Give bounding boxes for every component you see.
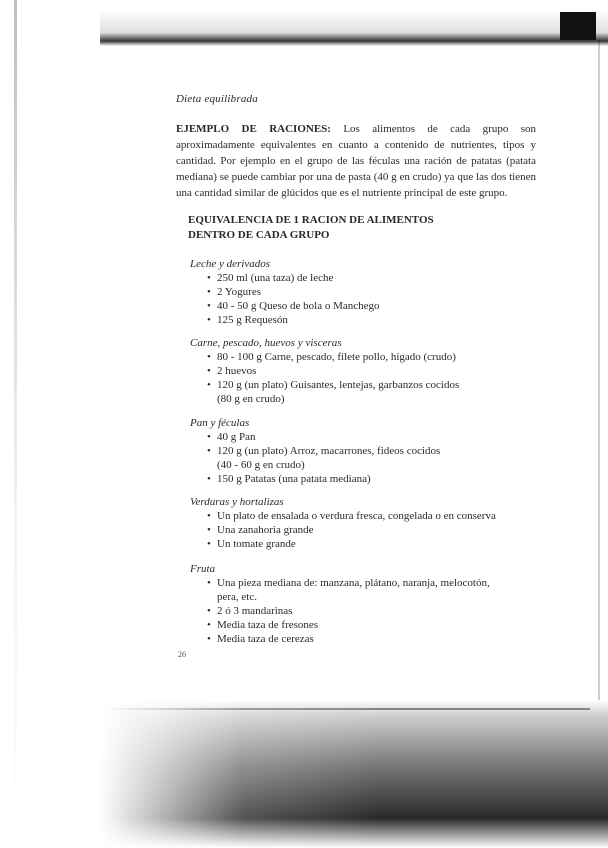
running-head: Dieta equilibrada — [176, 93, 258, 105]
list-item-text: • Una pieza mediana de: manzana, plátano, naranja, melocotón, — [217, 577, 490, 589]
list-item-text: • 40 g Pan — [217, 431, 256, 443]
section-title — [188, 213, 508, 243]
group-title: Carne, pescado, huevos y visceras — [190, 337, 342, 349]
list-item-text: • 80 - 100 g Carne, pescado, filete pollo, hígado (crudo) — [217, 351, 456, 363]
list-item — [207, 576, 550, 604]
group-pan — [190, 416, 550, 486]
list-item: • 2 Yogures — [207, 285, 550, 299]
section-title-line-1: EQUIVALENCIA DE 1 RACION DE ALIMENTOS — [188, 214, 434, 226]
page-number: 26 — [178, 650, 186, 659]
list-item: • 250 ml (una taza) de leche — [207, 271, 550, 285]
group-fruta — [190, 562, 550, 646]
group-lacteos — [190, 257, 550, 327]
list-item-continuation: (40 - 60 g en crudo) — [217, 459, 305, 471]
list-item — [207, 444, 550, 472]
list-item — [207, 364, 550, 378]
group-title: Leche y derivados — [190, 258, 271, 270]
list-item: • 40 - 50 g Queso de bola o Manchego — [207, 299, 550, 313]
scan-shadow-corner — [560, 12, 596, 40]
list-item — [207, 378, 550, 406]
list-item: • Un plato de ensalada o verdura fresca, congelada o en conserva — [207, 509, 550, 523]
intro-text: Los alimentos de cada grupo son aproximadamente equivalentes en cuanto a contenido de nutrientes, tipos y cantidad. Por ejemplo en el grupo de las féculas una ración de patatas (patata mediana) se puede cambiar por una de pasta (40 g en crudo) ya que las dos tienen una cantidad similar de glúcidos que es el nutriente principal de este grupo. — [176, 123, 536, 199]
scan-shadow-top — [100, 10, 608, 60]
group-carne — [190, 336, 550, 406]
list-item — [207, 632, 550, 646]
item-list — [190, 430, 550, 486]
list-item-continuation: (80 g en crudo) — [217, 393, 285, 405]
item-list — [190, 271, 550, 327]
list-item-text: • 120 g (un plato) Arroz, macarrones, fideos cocidos — [217, 445, 441, 457]
group-title: Pan y féculas — [190, 417, 250, 429]
intro-paragraph — [176, 121, 536, 201]
scan-shadow-right — [598, 40, 600, 700]
list-item-text: • 2 ó 3 mandarinas — [217, 605, 293, 617]
scan-shadow-bottom — [100, 700, 608, 848]
list-item: • Una zanahoria grande — [207, 523, 550, 537]
item-list — [190, 350, 550, 406]
group-title: Fruta — [190, 563, 216, 575]
item-list — [190, 509, 550, 551]
list-item: • Un tomate grande — [207, 537, 550, 551]
section-title-line-2: DENTRO DE CADA GRUPO — [188, 229, 330, 241]
intro-lead: EJEMPLO DE RACIONES: — [176, 123, 331, 135]
group-verduras — [190, 495, 550, 551]
list-item — [207, 618, 550, 632]
item-list — [190, 576, 550, 646]
list-item — [207, 430, 550, 444]
scan-shadow-left — [14, 0, 17, 848]
list-item-continuation: pera, etc. — [217, 591, 257, 603]
list-item — [207, 604, 550, 618]
list-item-text: • 120 g (un plato) Guisantes, lentejas, garbanzos cocidos — [217, 379, 460, 391]
list-item-text: • Media taza de fresones — [217, 619, 319, 631]
list-item-text: • 2 huevos — [217, 365, 257, 377]
list-item: • 125 g Requesón — [207, 313, 550, 327]
group-title: Verduras y hortalizas — [190, 496, 284, 508]
list-item — [207, 350, 550, 364]
list-item — [207, 472, 550, 486]
list-item-text: • Media taza de cerezas — [217, 633, 314, 645]
list-item-text: • 150 g Patatas (una patata mediana) — [217, 473, 371, 485]
